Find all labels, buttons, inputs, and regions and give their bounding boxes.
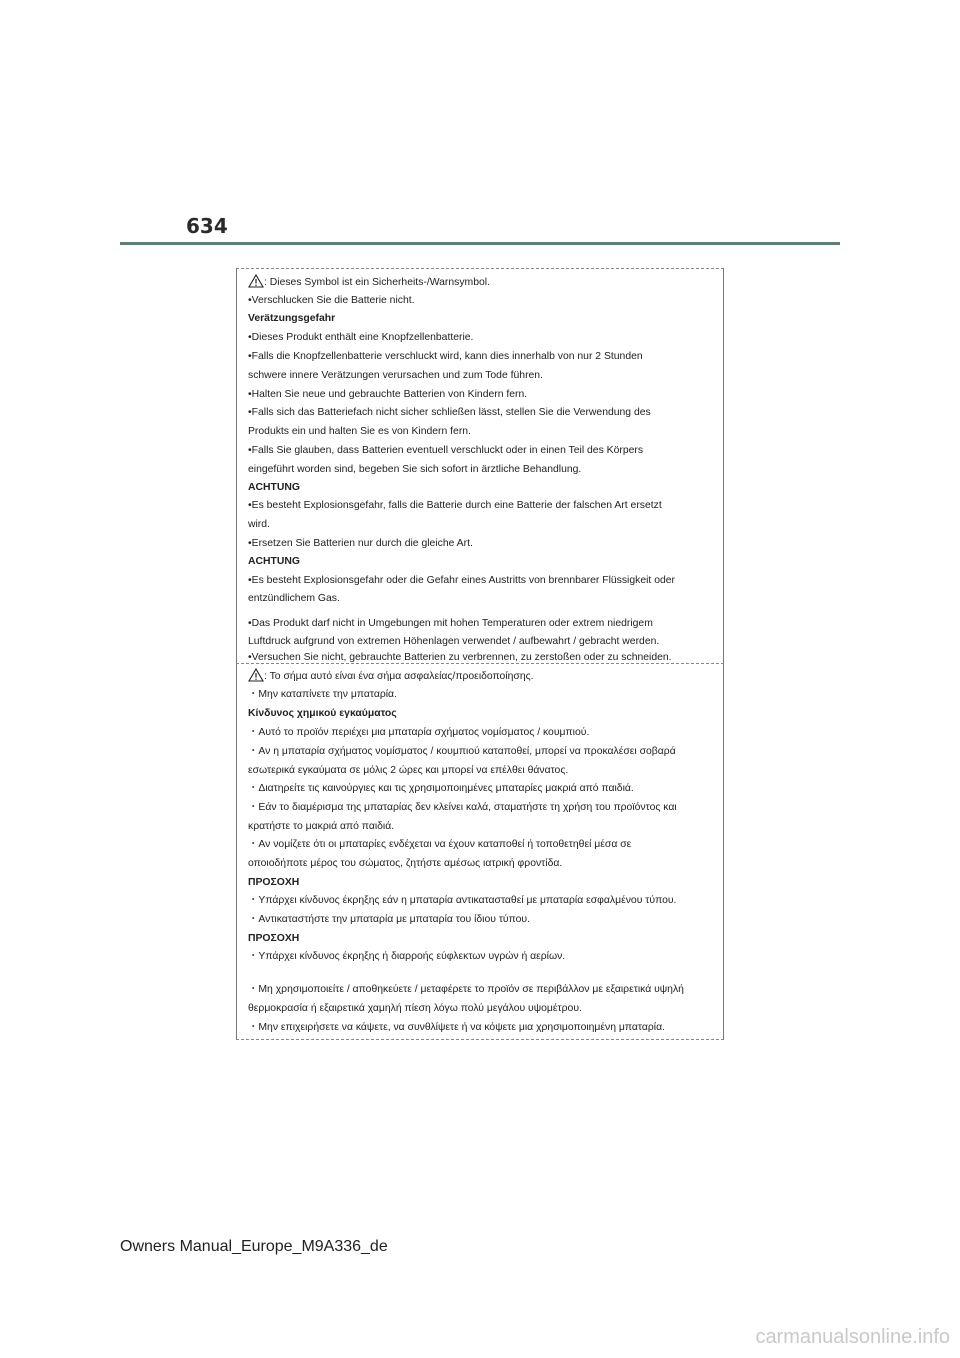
greek-line: ・Αντικαταστήστε την μπαταρία με μπαταρία του ίδιου τύπου. (248, 914, 530, 925)
german-line: •Falls die Knopfzellenbatterie verschluckt wird, kann dies innerhalb von nur 2 Stunden (248, 351, 643, 362)
german-line: •Dieses Produkt enthält eine Knopfzellenbatterie. (248, 332, 474, 343)
german-heading: ACHTUNG (248, 556, 300, 567)
greek-line: ・Αν η μπαταρία σχήματος νομίσματος / κουμπιού καταποθεί, μπορεί να προκαλέσει σοβαρά (248, 746, 676, 757)
german-line: •Versuchen Sie nicht, gebrauchte Batterien zu verbrennen, zu zerstoßen oder zu schneiden. (248, 652, 672, 663)
manual-footer: Owners Manual_Europe_M9A336_de (120, 1238, 388, 1255)
german-line: •Falls sich das Batteriefach nicht sicher schließen lässt, stellen Sie die Verwendung des (248, 407, 651, 418)
greek-line: εσωτερικά εγκαύματα σε μόλις 2 ώρες και μπορεί να επέλθει θάνατος. (248, 765, 569, 776)
german-line: wird. (248, 519, 270, 530)
german-line: •Falls Sie glauben, dass Batterien eventuell verschluckt oder in einen Teil des Körpers (248, 445, 644, 456)
german-line: •Halten Sie neue und gebrauchte Batterien von Kindern fern. (248, 389, 528, 400)
german-line: •Das Produkt darf nicht in Umgebungen mit hohen Temperaturen oder extrem niedrigem (248, 618, 653, 629)
greek-line: κρατήστε το μακριά από παιδιά. (248, 821, 395, 832)
german-heading: Verätzungsgefahr (248, 313, 336, 324)
greek-line: ・Μην καταπίνετε την μπαταρία. (248, 689, 397, 700)
german-line: entzündlichem Gas. (248, 593, 340, 604)
german-line: eingeführt worden sind, begeben Sie sich sofort in ärztliche Behandlung. (248, 464, 582, 475)
greek-line: ・Μη χρησιμοποιείτε / αποθηκεύετε / μεταφέρετε το προϊόν σε περιβάλλον με εξαιρετικά υψηλή (248, 984, 684, 995)
warning-triangle-icon (248, 668, 264, 682)
greek-line: οποιοδήποτε μέρος του σώματος, ζητήστε αμέσως ιατρική φροντίδα. (248, 858, 563, 869)
german-line: schwere innere Verätzungen verursachen und zum Tode führen. (248, 370, 543, 381)
greek-line: ・Υπάρχει κίνδυνος έκρηξης εάν η μπαταρία αντικατασταθεί με μπαταρία εσφαλμένου τύπου. (248, 895, 677, 906)
greek-line: ・Μην επιχειρήσετε να κάψετε, να συνθλίψετε ή να κόψετε μια χρησιμοποιημένη μπαταρία. (248, 1022, 666, 1033)
greek-line: ・Αν νομίζετε ότι οι μπαταρίες ενδέχεται να έχουν καταποθεί ή τοποθετηθεί μέσα σε (248, 839, 632, 850)
german-line: Produkts ein und halten Sie es von Kindern fern. (248, 426, 471, 437)
greek-heading: ΠΡΟΣΟΧΗ (248, 933, 300, 944)
header-rule (120, 242, 840, 245)
german-line: •Verschlucken Sie die Batterie nicht. (248, 295, 415, 306)
greek-heading: Κίνδυνος χημικού εγκαύματος (248, 708, 397, 719)
german-heading: ACHTUNG (248, 482, 300, 493)
german-symbol-note: : Dieses Symbol ist ein Sicherheits-/Warnsymbol. (264, 277, 490, 288)
german-line: •Es besteht Explosionsgefahr oder die Gefahr eines Austritts von brennbarer Flüssigkeit oder (248, 575, 675, 586)
watermark: carmanualsonline.info (755, 1326, 950, 1348)
german-line: •Ersetzen Sie Batterien nur durch die gleiche Art. (248, 538, 473, 549)
page-number: 634 (186, 214, 228, 238)
greek-line: θερμοκρασία ή εξαιρετικά χαμηλή πίεση λόγω πολύ μεγάλου υψομέτρου. (248, 1003, 582, 1014)
greek-line: ・Αυτό το προϊόν περιέχει μια μπαταρία σχήματος νομίσματος / κουμπιού. (248, 727, 590, 738)
greek-line: ・Διατηρείτε τις καινούργιες και τις χρησιμοποιημένες μπαταρίες μακριά από παιδιά. (248, 783, 634, 794)
greek-line: ・Εάν το διαμέρισμα της μπαταρίας δεν κλείνει καλά, σταματήστε τη χρήση του προϊόντος και (248, 802, 677, 813)
german-line: Luftdruck aufgrund von extremen Höhenlagen verwendet / aufbewahrt / gebracht werden. (248, 636, 660, 647)
greek-line: ・Υπάρχει κίνδυνος έκρηξης ή διαρροής εύφλεκτων υγρών ή αερίων. (248, 951, 566, 962)
german-line: •Es besteht Explosionsgefahr, falls die Batterie durch eine Batterie der falschen Art ersetzt (248, 500, 662, 511)
warning-triangle-icon (248, 274, 264, 288)
greek-symbol-note: : Το σήμα αυτό είναι ένα σήμα ασφαλείας/προειδοποίησης. (264, 671, 534, 682)
greek-heading: ΠΡΟΣΟΧΗ (248, 877, 300, 888)
